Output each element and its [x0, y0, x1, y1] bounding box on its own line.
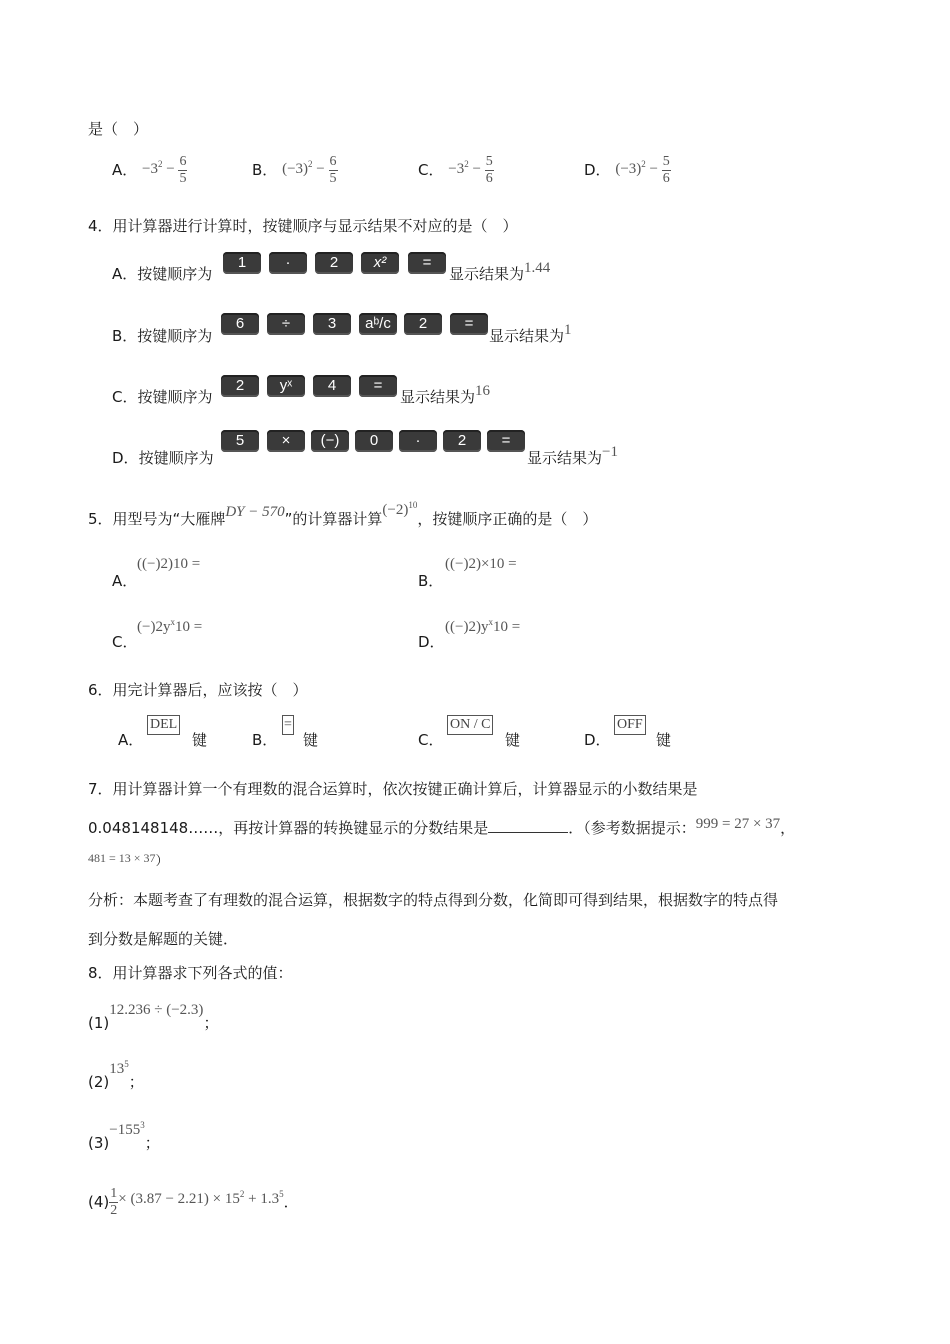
math-expr: $-3^2$ − [448, 159, 481, 177]
calc-key: 6 [221, 313, 259, 335]
fraction: $\frac{6}{5}$ [179, 154, 187, 186]
q4-option-a-result: 显示结果为1.44 [449, 260, 551, 283]
calc-key: 5 [221, 430, 259, 452]
calc-key: 3 [313, 313, 351, 335]
calc-key: 0 [355, 430, 393, 452]
q4-option-c-result: 显示结果为16 [400, 383, 491, 406]
calc-key: = [408, 252, 446, 274]
q7-line2: 0.048148148……，再按计算器的转换键显示的分数结果是 ．（参考数据提示：999 = 27 × 37， [88, 816, 796, 837]
q3-option-a[interactable] [112, 154, 187, 187]
calc-key: · [269, 252, 307, 274]
key-suffix: 键 [656, 731, 672, 749]
math-expr: $(-3)^2$ − [615, 159, 659, 177]
key-box-on-c: ON / C [447, 715, 493, 735]
key-box-del: DEL [147, 715, 180, 735]
q5-option-a-label[interactable]: A． [112, 572, 138, 590]
key-suffix: 键 [505, 731, 521, 749]
q3-option-b[interactable] [252, 154, 338, 187]
calc-key: 1 [223, 252, 261, 274]
calc-key: yˣ [267, 375, 305, 397]
q4-option-d-result: 显示结果为−1 [527, 444, 618, 467]
q5-option-b-expr: ((−)2)×10 = [445, 556, 517, 572]
answer-blank[interactable] [488, 818, 568, 833]
q5-option-c-expr: $(-)2y^x10$ = [137, 617, 203, 635]
calc-key: x² [361, 252, 399, 274]
q8-item-4: (4) $\frac{1}{2}$ × $(3.87 - 2.21) \times 15^2 + 1.3^5$． [88, 1186, 299, 1218]
q8-item-1: (1)12.236 ÷ (−2.3)； [88, 1002, 219, 1032]
q5-option-c-label[interactable]: C． [112, 633, 138, 651]
option-label: A． [112, 161, 138, 179]
math-expr: $(-3)^2$ − [282, 159, 325, 177]
option-label: B． [252, 161, 278, 179]
q7-line3: $^{481 = 13 \times 37}$） [88, 851, 169, 869]
q4-option-b-result: 显示结果为1 [489, 322, 572, 345]
key-suffix: 键 [192, 731, 208, 749]
calc-key: ÷ [267, 313, 305, 335]
q6-stem: 6．用完计算器后，应该按（ ） [88, 681, 308, 699]
q6-option-b-label[interactable]: B． [252, 731, 278, 749]
calc-key: · [399, 430, 437, 452]
q3-stem-tail: 是（ ） [88, 120, 149, 138]
key-box-equals: = [282, 715, 294, 735]
q3-option-c[interactable] [418, 154, 494, 187]
key-suffix: 键 [303, 731, 319, 749]
calc-key: aᵇ/c [359, 313, 397, 335]
analysis-line2: 到分数是解题的关键． [88, 930, 239, 948]
q4-option-d-label: D．按键顺序为 [112, 449, 214, 467]
q3-option-d[interactable] [584, 154, 671, 187]
calc-key: (−) [311, 430, 349, 452]
q4-stem: 4．用计算器进行计算时，按键顺序与显示结果不对应的是（ ） [88, 217, 518, 235]
calc-key: 2 [404, 313, 442, 335]
key-box-off: OFF [614, 715, 646, 735]
q4-option-a-label: A．按键顺序为 [112, 265, 213, 283]
calc-key: = [359, 375, 397, 397]
q5-option-b-label[interactable]: B． [418, 572, 444, 590]
q7-line1: 7．用计算器计算一个有理数的混合运算时，依次按键正确计算后，计算器显示的小数结果是 [88, 780, 698, 798]
fraction: $\frac{5}{6}$ [485, 154, 493, 186]
q5-stem: 5．用型号为“大雁牌DY − 570”的计算器计算$(-2)^{10}$，按键顺序正确的是（ ） [88, 500, 598, 528]
calc-key: = [487, 430, 525, 452]
fraction: $\frac{1}{2}$ [110, 1186, 118, 1218]
math-expr: $-3^2$ − [142, 159, 175, 177]
option-label: D． [584, 161, 611, 179]
calc-key: 2 [443, 430, 481, 452]
q8-item-3: $(3)-155^3$； [88, 1120, 160, 1152]
q4-option-b-label: B．按键顺序为 [112, 327, 213, 345]
calc-key: × [267, 430, 305, 452]
analysis-line1: 分析：本题考查了有理数的混合运算，根据数字的特点得到分数，化简即可得到结果，根据数字的特点得 [88, 891, 779, 909]
calc-key: 2 [221, 375, 259, 397]
q8-stem: 8．用计算器求下列各式的值： [88, 964, 293, 982]
q6-option-d-label[interactable]: D． [584, 731, 611, 749]
q5-option-a-expr: ((−)2)10 = [137, 556, 201, 572]
calc-key: = [450, 313, 488, 335]
q6-option-a-label[interactable]: A． [118, 731, 144, 749]
q5-option-d-expr: $((-)2)y^x10$ = [445, 617, 521, 635]
q4-option-c-label: C．按键顺序为 [112, 388, 213, 406]
q6-option-c-label[interactable]: C． [418, 731, 444, 749]
calc-key: 2 [315, 252, 353, 274]
calc-key: 4 [313, 375, 351, 397]
fraction: $\frac{5}{6}$ [662, 154, 670, 186]
fraction: $\frac{6}{5}$ [329, 154, 337, 186]
q5-option-d-label[interactable]: D． [418, 633, 445, 651]
q8-item-2: $(2)13^5$； [88, 1059, 144, 1091]
option-label: C． [418, 161, 444, 179]
